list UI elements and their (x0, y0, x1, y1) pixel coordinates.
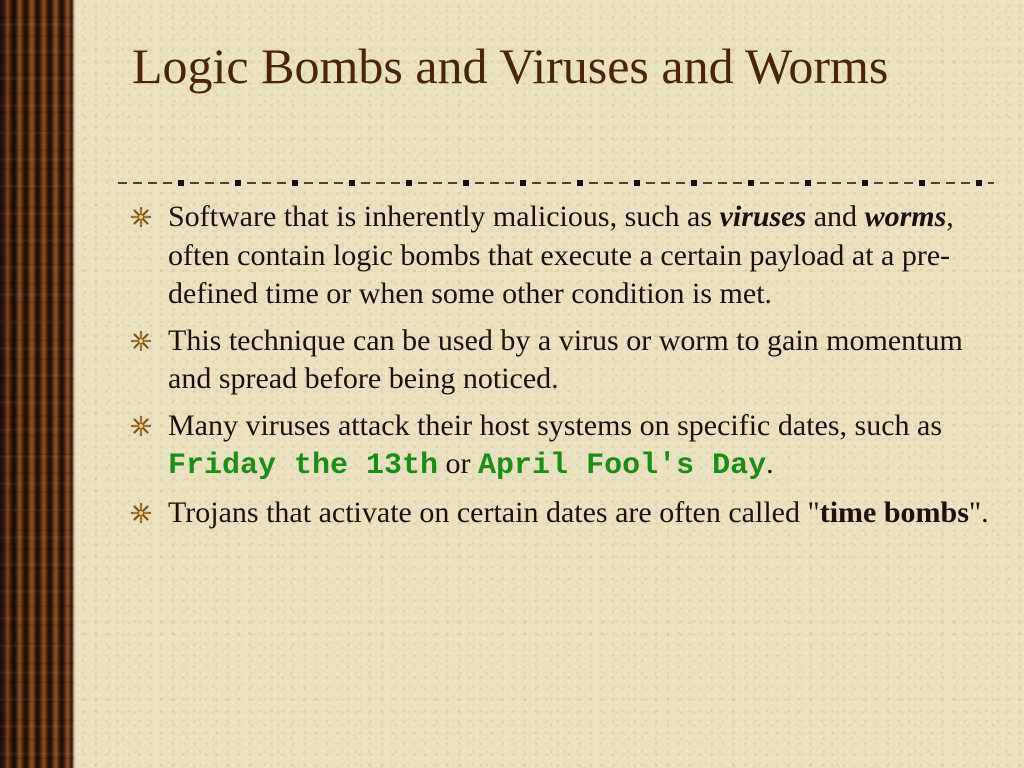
divider-dot (805, 180, 811, 186)
divider-dot (349, 180, 355, 186)
bullet-1-text-3: , often contain logic bombs that execute a certain payload at a pre-defined time or when some other condition is met. (168, 200, 954, 310)
bullet-1-text-2: and (806, 200, 865, 233)
bullet-4-text-2: ". (968, 495, 989, 529)
bullet-star-icon (130, 330, 152, 352)
divider-dot (577, 180, 583, 186)
title-divider (118, 176, 994, 190)
bullet-4-bold-time-bombs: time bombs (819, 495, 969, 529)
slide-title: Logic Bombs and Viruses and Worms (132, 38, 889, 94)
bullet-star-icon (130, 415, 152, 437)
bullet-item-2 (130, 322, 1000, 399)
bullet-3-text-2: or (438, 447, 479, 480)
divider-dot (463, 180, 469, 186)
wood-grain-texture (0, 0, 74, 768)
bullet-3-text-3: . (766, 447, 774, 480)
left-wood-bar (0, 0, 76, 768)
bullet-item-3 (130, 407, 1000, 486)
bullet-list (130, 198, 1000, 540)
divider-dot (748, 180, 754, 186)
bullet-3-highlight-friday: Friday the 13th (168, 449, 439, 483)
bullet-star-icon (130, 206, 152, 228)
divider-dot (862, 180, 868, 186)
divider-dot (976, 180, 982, 186)
divider-dot (691, 180, 697, 186)
divider-dot (634, 180, 640, 186)
bullet-item-4 (130, 494, 1000, 533)
bullet-1-em-viruses: viruses (719, 200, 807, 233)
divider-dot (235, 180, 241, 186)
bullet-1-em-worms: worms (864, 200, 947, 233)
bullet-3-highlight-april: April Fool's Day (478, 449, 767, 483)
bullet-item-1 (130, 198, 1000, 314)
bullet-star-icon (130, 502, 152, 524)
bullet-3-text: Many viruses attack their host systems on specific dates, such as (168, 408, 942, 442)
bullet-2-text: This technique can be used by a virus or worm to gain momentum and spread before being noticed. (168, 323, 963, 395)
bullet-1-text: Software that is inherently malicious, such as (168, 200, 720, 233)
divider-dot (178, 180, 184, 186)
divider-dot (292, 180, 298, 186)
divider-dot (520, 180, 526, 186)
divider-dot (919, 180, 925, 186)
bullet-4-text: Trojans that activate on certain dates are often called " (168, 495, 820, 529)
divider-dot (406, 180, 412, 186)
